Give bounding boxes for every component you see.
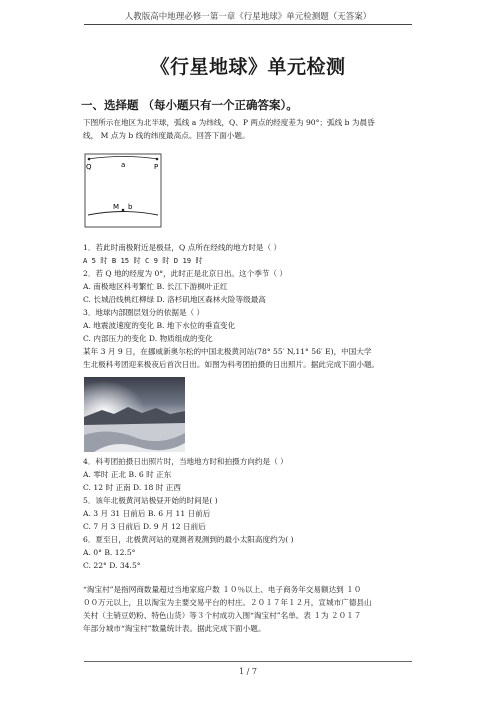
q4-options-cd: C. 12 时 正南 D. 18 时 正西 bbox=[83, 483, 181, 492]
q4-stem: 4．科考团拍摄日出照片时，当地地方时和拍摄方向约是（ ） bbox=[83, 457, 288, 466]
label-a: a bbox=[121, 161, 126, 169]
latitude-diagram-svg bbox=[84, 153, 162, 228]
q6-stem: 6．夏至日，北极黄河站的观测者观测到的最小太阳高度约为( ) bbox=[83, 535, 294, 544]
intro-line-2: 线， M 点为 b 线的纬度最高点。回答下面小题。 bbox=[83, 131, 250, 140]
q2-options-cd: C. 长城沿线桃红柳绿 D. 洛杉矶地区森林火险等级最高 bbox=[83, 295, 266, 304]
point-m bbox=[122, 209, 125, 212]
q3-options-cd: C. 内部压力的变化 D. 物质组成的变化 bbox=[83, 334, 213, 343]
point-p bbox=[156, 158, 159, 161]
q1-options: A 5 时 B 15 时 C 9 时 D 19 时 bbox=[83, 256, 203, 265]
q2-options-ab: A. 南极地区科考繁忙 B. 长江下游枫叶正红 bbox=[83, 282, 228, 291]
header-divider bbox=[84, 24, 412, 25]
q6-options-cd: C. 22° D. 34.5° bbox=[83, 561, 141, 570]
q5-options-cd: C. 7 月 3 日前后 D. 9 月 12 日前后 bbox=[83, 522, 206, 531]
passage3-line-4: 年部分城市“淘宝村”数量统计表。据此完成下面小题。 bbox=[83, 624, 266, 633]
page-number: 1 / 7 bbox=[239, 667, 257, 676]
q4-options-ab: A. 零时 正北 B. 6 时 正东 bbox=[83, 470, 172, 479]
q3-options-ab: A. 地震波速度的变化 B. 地下水位的垂直变化 bbox=[83, 321, 236, 330]
sunrise-photo bbox=[84, 377, 185, 452]
q2-stem: 2．若 Q 地的经度为 0°，此时正是北京日出。这个季节（ ） bbox=[83, 269, 287, 278]
label-p: P bbox=[154, 163, 159, 171]
document-title: 《行星地球》单元检测 bbox=[150, 56, 346, 78]
q1-stem: 1．若此时南极附近是极昼，Q 点所在经线的地方时是（ ） bbox=[83, 243, 282, 252]
footer-divider bbox=[84, 661, 412, 662]
label-m: M bbox=[113, 203, 120, 211]
q3-stem: 3．地球内部圈层划分的依据是（ ） bbox=[83, 308, 205, 317]
page-header: 人教版高中地理必修一第一章《行星地球》单元检测题（无答案） bbox=[124, 12, 372, 22]
q5-stem: 5．该年北极黄河站极昼开始的时间是( ) bbox=[83, 496, 218, 505]
intro-line-1: 下图所示在地区为北半球，弧线 a 为纬线，Q、P 两点的经度差为 90°；弧线 b 为晨昏 bbox=[83, 118, 375, 127]
sunrise-photo-svg bbox=[84, 377, 185, 452]
passage3-line-3: 关村（主销豆奶粉、特色山货）等３个村成功入围“淘宝村”名单。表 １为 ２０１７ bbox=[83, 611, 362, 620]
passage2-line-1: 某年 3 月 9 日，在挪威新奥尔松的中国北极黄河站(78° 55′ N,11° 56′ E)，中国大学 bbox=[83, 347, 372, 356]
q6-options-ab: A. 0° B. 12.5° bbox=[83, 548, 136, 557]
label-q: Q bbox=[86, 163, 92, 171]
passage3-line-2: ００万元以上，且以淘宝为主要交易平台的村庄。２０１７年１２月，宣城市广德县山 bbox=[83, 598, 372, 607]
passage2-line-2: 生北极科考团迎来极夜后首次日出。如图为科考团拍摄的日出照片。据此完成下面小题。 bbox=[83, 360, 380, 369]
label-b: b bbox=[128, 203, 133, 211]
latitude-diagram bbox=[84, 153, 162, 228]
q5-options-ab: A. 3 月 31 日前后 B. 6 月 11 日前后 bbox=[83, 509, 211, 518]
passage3-line-1: “淘宝村”是指网商数量超过当地家庭户数 １０％以上、电子商务年交易额达到 １０ bbox=[83, 585, 362, 594]
point-q bbox=[88, 158, 91, 161]
section-heading-choice: 一、选择题 （每小题只有一个正确答案）。 bbox=[81, 98, 298, 112]
